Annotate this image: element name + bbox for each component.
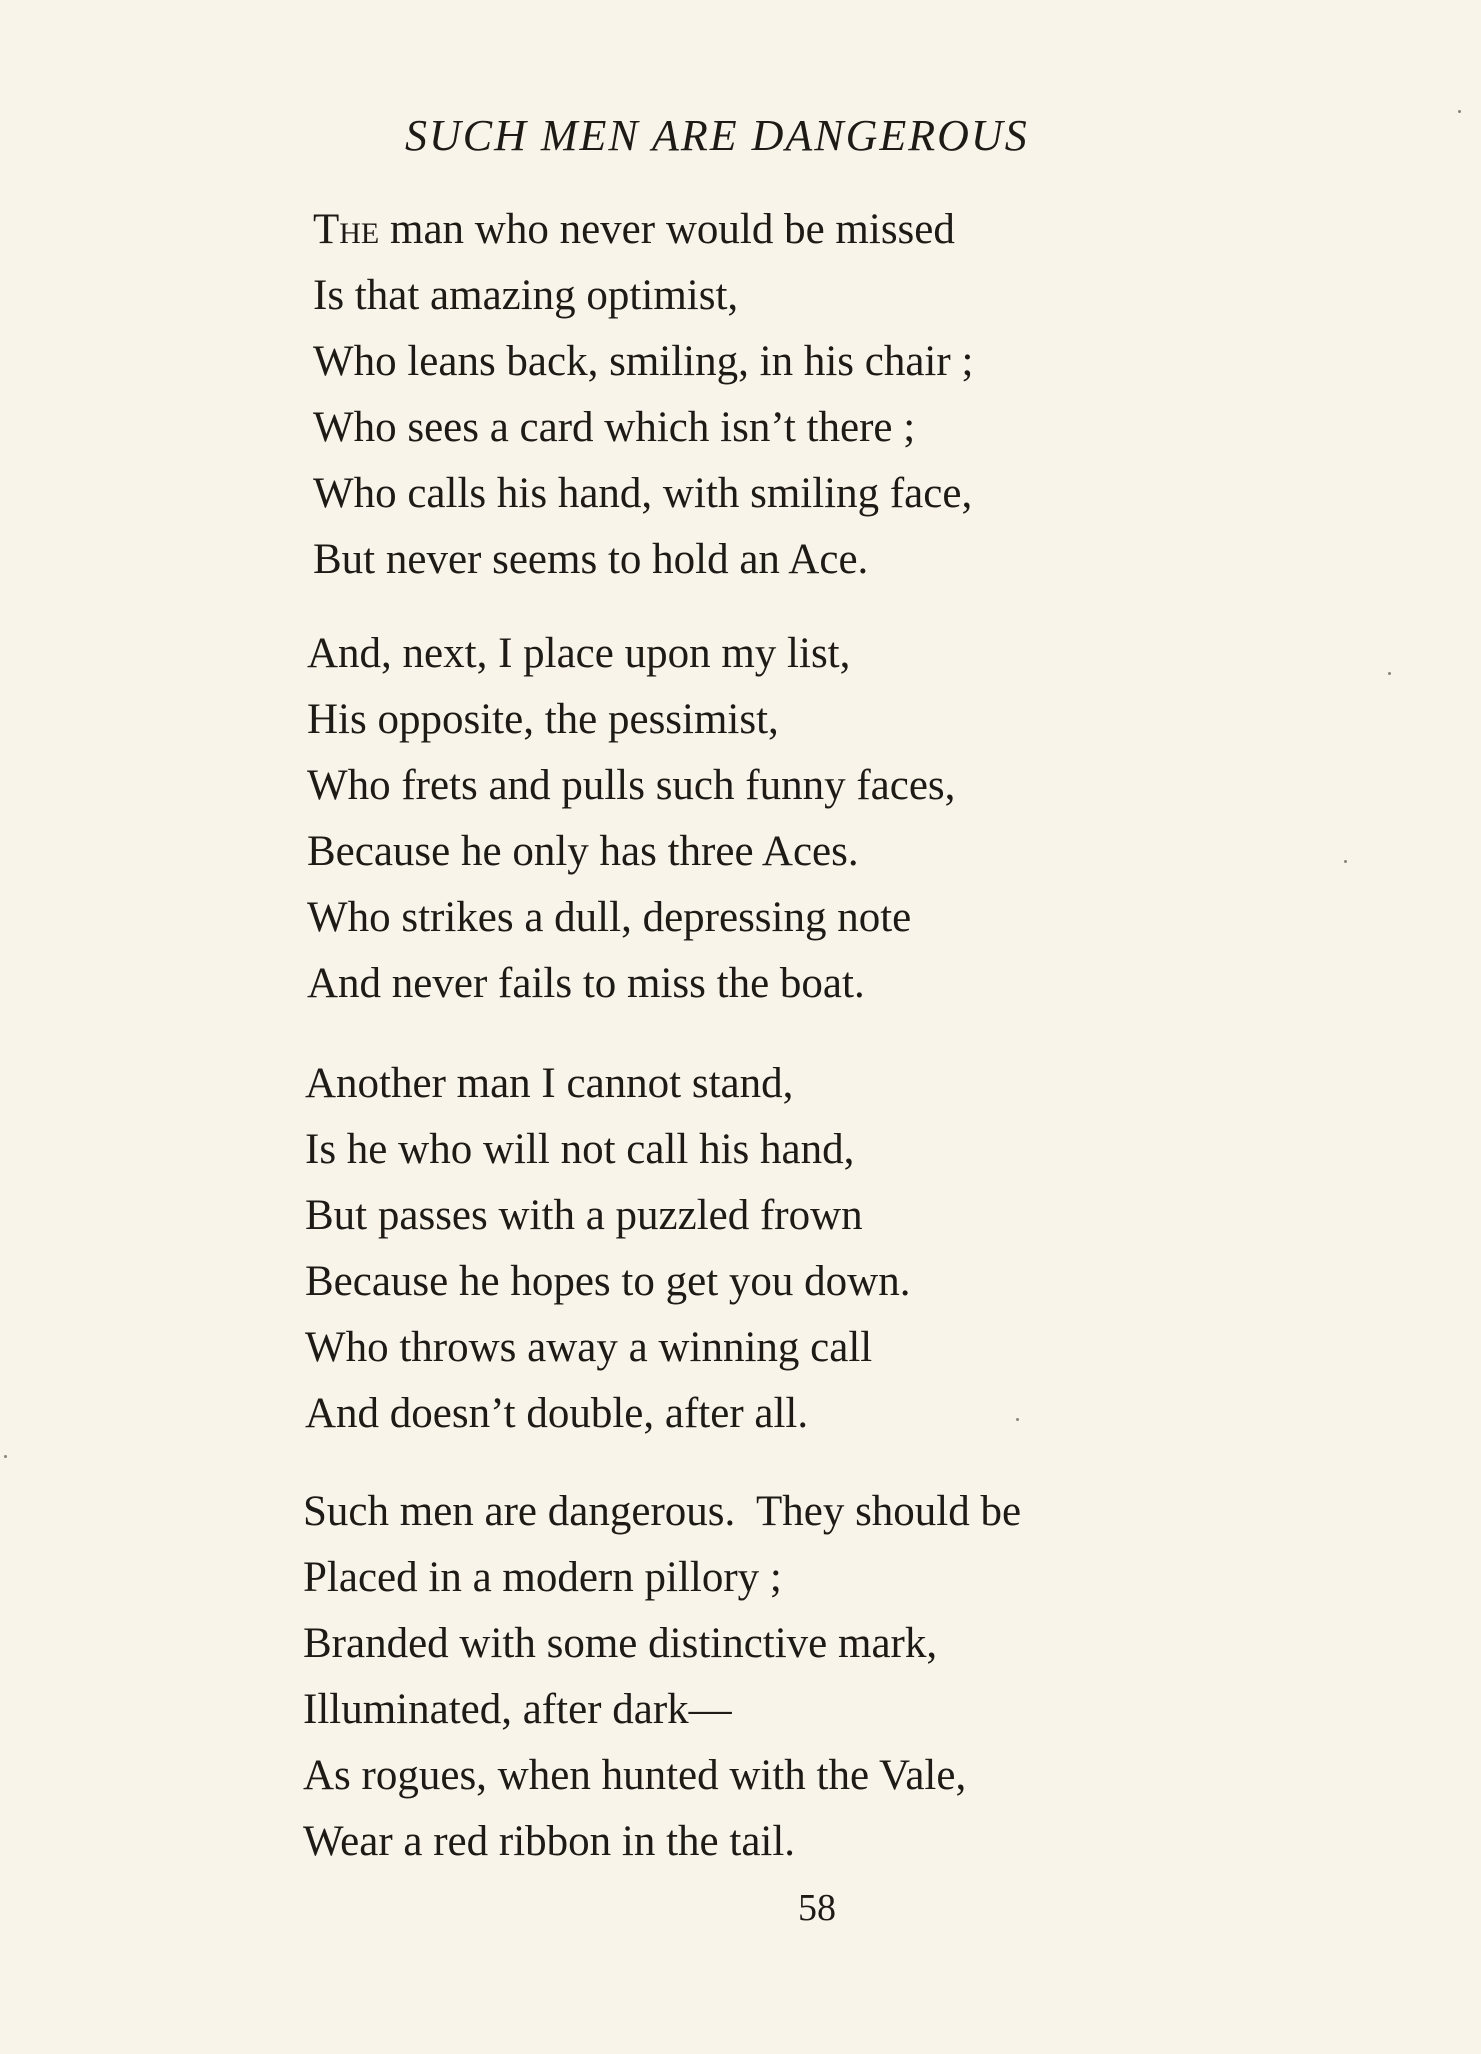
paper-speck <box>1388 672 1391 675</box>
poem-line: And doesn’t double, after all. <box>305 1390 809 1437</box>
poem-line: Is he who will not call his hand, <box>305 1126 855 1173</box>
poem-line: Such men are dangerous. They should be <box>303 1488 1022 1535</box>
paper-speck <box>1016 1418 1019 1421</box>
poem-title: SUCH MEN ARE DANGEROUS <box>405 111 1029 160</box>
poem-line: Who calls his hand, with smiling face, <box>313 470 973 517</box>
poem-line: Who throws away a winning call <box>305 1324 873 1371</box>
poem-line-rest: man who never would be missed <box>379 206 955 253</box>
paper-speck <box>1344 860 1347 863</box>
poem-line: Is that amazing optimist, <box>313 272 739 319</box>
poem-line: Because he only has three Aces. <box>307 828 859 875</box>
page-number: 58 <box>798 1887 836 1929</box>
paper-speck <box>4 1455 7 1458</box>
poem-line: And, next, I place upon my list, <box>307 630 851 677</box>
paper-speck <box>1458 110 1461 113</box>
poem-line: Placed in a modern pillory ; <box>303 1554 782 1601</box>
poem-line <box>313 208 955 251</box>
poem-line: As rogues, when hunted with the Vale, <box>303 1752 967 1799</box>
poem-line: Branded with some distinctive mark, <box>303 1620 938 1667</box>
poem-line: Wear a red ribbon in the tail. <box>303 1818 796 1865</box>
poem-line: Illuminated, after dark— <box>303 1686 732 1733</box>
poem-line: Because he hopes to get you down. <box>305 1258 911 1305</box>
poem-line: But never seems to hold an Ace. <box>313 536 869 583</box>
poem-line: But passes with a puzzled frown <box>305 1192 863 1239</box>
poem-line: Who strikes a dull, depressing note <box>307 894 912 941</box>
poem-line: Who leans back, smiling, in his chair ; <box>313 338 974 385</box>
poem-line: His opposite, the pessimist, <box>307 696 779 743</box>
poem-line: And never fails to miss the boat. <box>307 960 865 1007</box>
poem-line: Another man I cannot stand, <box>305 1060 794 1107</box>
poem-line: Who frets and pulls such funny faces, <box>307 762 956 809</box>
poem-line-first-word: The <box>313 206 380 253</box>
poem-line: Who sees a card which isn’t there ; <box>313 404 916 451</box>
